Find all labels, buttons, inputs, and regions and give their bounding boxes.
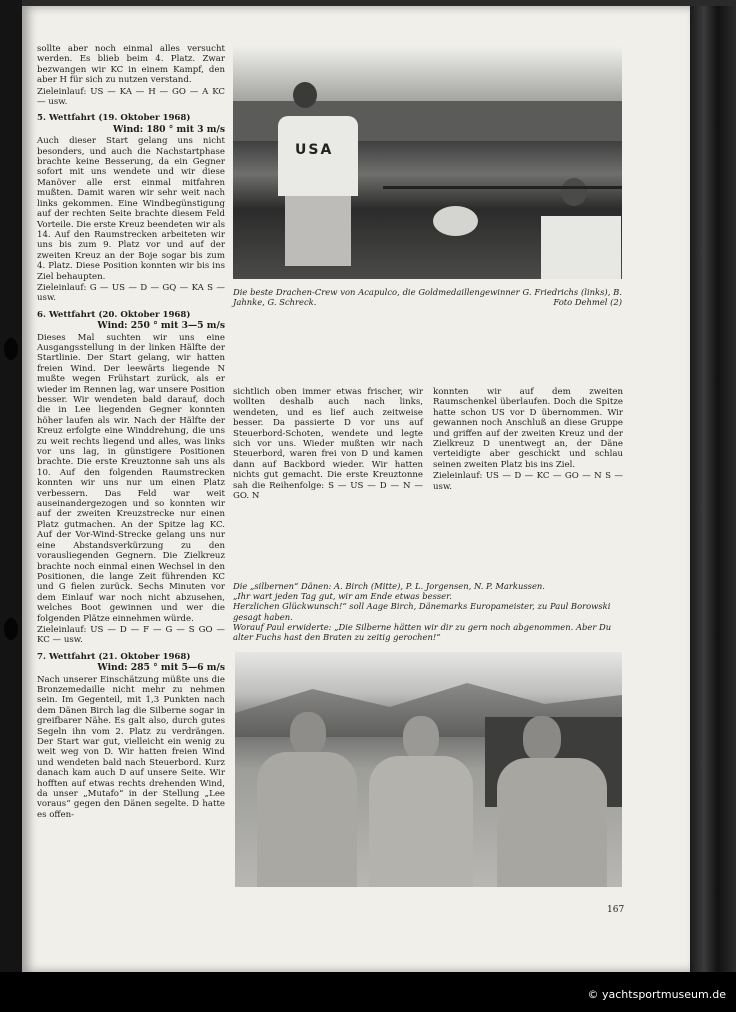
usa-shirt (541, 216, 621, 279)
photo1-caption-text: Die beste Drachen-Crew von Acapulco, die Goldmedaillengewinner G. Friedrichs (links), B. Jahnke, G. Schreck. (233, 287, 622, 308)
caption-line: Die „silbernen“ Dänen: A. Birch (Mitte), P. L. Jorgensen, N. P. Markussen. (233, 581, 545, 591)
intro-result: Zieleinlauf: US — KA — H — GO — A KC — usw. (37, 86, 225, 108)
intro-paragraph: sollte aber noch einmal alles versucht werden. Es blieb beim 4. Platz. Zwar bezwangen wir KC in einem Kampf, den aber H für sich zu nutzen verstand. (37, 44, 225, 86)
photo1-caption (233, 287, 622, 307)
shirt-text: USA (295, 142, 334, 158)
boat-rail (383, 186, 622, 189)
heat5-result: Zieleinlauf: G — US — D — GQ — KA S — usw. (37, 282, 225, 304)
heat5-text: Auch dieser Start gelang uns nicht besonders, und auch die Nachstartphase brachte keine Besserung, da ein Gegner sofort mit uns wendete und wir diese Manöver alle erst einmal mitfahren mußten. Damit waren wir sehr weit nach links gekommen. Eine Windbegünstigung auf der rechten Seite brachte diesem Feld Vorteile. Die erste Kreuz beendeten wir als 14. Auf den Raumstrecken arbeiteten wir uns bis zum 9. Platz vor und auf der zweiten Kreuz an der Boje sogar bis zum 4. Platz. Diese Position konnten wir bis ins Ziel behaupten. (37, 136, 225, 282)
heat6-wind: Wind: 250 ° mit 3—5 m/s (97, 320, 225, 332)
danes-photo (235, 652, 622, 887)
person-head (523, 716, 561, 762)
watermark-text: © yachtsportmuseum.de (587, 988, 726, 1001)
left-column (37, 44, 225, 821)
heat5-title: 5. Wettfahrt (19. Oktober 1968) (37, 113, 191, 124)
caption-line: Herzlichen Glückwunsch!“ soll Aage Birch, Dänemarks Europameister, zu Paul Borowski gesagt haben. (233, 601, 611, 622)
heat6-title: 6. Wettfahrt (20. Oktober 1968) (37, 309, 191, 320)
photo2-caption (233, 581, 625, 642)
page-number: 167 (607, 905, 625, 915)
person-head (290, 712, 326, 756)
heat7-title: 7. Wettfahrt (21. Oktober 1968) (37, 651, 191, 662)
caption-line: „Ihr wart jeden Tag gut, wir am Ende etwas besser. (233, 591, 452, 602)
heat7-wind: Wind: 285 ° mit 5—6 m/s (97, 662, 225, 674)
person-torso (369, 756, 473, 887)
photo1-credit: Foto Dehmel (2) (553, 297, 622, 308)
right-column (433, 387, 623, 493)
middle-column (233, 387, 423, 502)
punch-hole (4, 618, 18, 640)
right-text: konnten wir auf dem zweiten Raumschenkel überlaufen. Doch die Spitze hatte schon US vor D übernommen. Wir gewannen noch Anschluß an diese Gruppe und griffen auf der zweiten Kreuz und der Zielkreuz D unentwegt an, der Däne verteidigte aber geschickt und schlau seinen zweiten Platz bis ins Ziel. (433, 387, 623, 470)
person-head (293, 82, 317, 108)
book-spine (690, 6, 736, 972)
caption-line: Worauf Paul erwiderte: „Die Silberne hätten wir dir zu gern noch abgenommen. Aber Du alter Fuchs hast den Braten zu zeitig gerochen!“ (233, 621, 612, 643)
book-left-edge (0, 0, 22, 972)
footer-bar (0, 972, 736, 1012)
white-hat (433, 206, 478, 236)
person-torso (257, 752, 357, 887)
heat6-result: Zieleinlauf: US — D — F — G — S GO — KC — usw. (37, 624, 225, 646)
crew-photo (233, 46, 622, 279)
person-torso (497, 758, 607, 887)
heat7-text: Nach unserer Einschätzung müßte uns die Bronzemedaille nicht mehr zu nehmen sein. Im Gegenteil, mit 1,3 Punkten nach dem Dänen Birch lag die Silberne sogar in greifbarer Nähe. Es galt also, durch gutes Segeln ihn vom 2. Platz zu verdrängen. Der Start war gut, vielleicht ein wenig zu weit weg von D. Wir hatten freien Wind und wendeten bald nach Steuerbord. Kurz danach kam auch D auf unsere Seite. Wir hofften auf etwas rechts drehenden Wind, da unser „Mutafo“ in der Stellung „Lee voraus“ gegen den Dänen segelte. D hatte es offen- (37, 674, 225, 820)
person-head (403, 716, 439, 760)
right-result: Zieleinlauf: US — D — KC — GO — N S — usw. (433, 471, 623, 492)
person-head (561, 178, 587, 206)
middle-text: sichtlich oben immer etwas frischer, wir wollten deshalb auch nach links, wendeten, und es lief auch zeitweise besser. Da passierte D vor uns auf Steuerbord-Schoten, wendete und legte sich vor uns. Wieder mußten wir nach Steuerbord, waren frei von D und kamen dann auf Backbord wieder. Wir hatten nichts gut gemacht. Die erste Kreuztonne sah die Reihenfolge: S — US — D — N — GO. N (233, 387, 423, 502)
heat6-text: Dieses Mal suchten wir uns eine Ausgangsstellung in der linken Hälfte der Startlinie. Der Start gelang, wir hatten freien Wind. Der leewärts liegende N mußte wegen Frühstart zurück, als er wieder im Rennen lag, war unsere Position besser. Wir wendeten bald darauf, doch die in Lee liegenden Gegner konnten höher laufen als wir. Nach der Hälfte der Kreuz erfolgte eine Winddrehung, die uns zu weit rechts liegend und alles, was links vor uns lag, in günstigere Positionen brachte. Die erste Kreuztonne sah uns als 10. Auf den folgenden Raumstrecken konnten wir uns nur um einen Platz verbessern. Das Feld war weit auseinandergezogen und so konnten wir auf der zweiten Kreuzstrecke nur einen Platz gutmachen. An der Spitze lag KC. Auf der Vor-Wind-Strecke gelang uns nur eine Abstandsverkürzung zu den vorausliegenden Gegnern. Die Zielkreuz brachte noch einmal einen Wechsel in den Positionen, die lange Zeit führenden KC und G fielen zurück. Sechs Minuten vor dem Einlauf war noch nicht abzusehen, welches Boot gewinnen und wer die folgenden Plätze einnehmen würde. (37, 332, 225, 624)
punch-hole (4, 338, 18, 360)
harbor-sky (233, 46, 622, 106)
shorts (285, 196, 351, 266)
heat5-wind: Wind: 180 ° mit 3 m/s (112, 123, 225, 135)
